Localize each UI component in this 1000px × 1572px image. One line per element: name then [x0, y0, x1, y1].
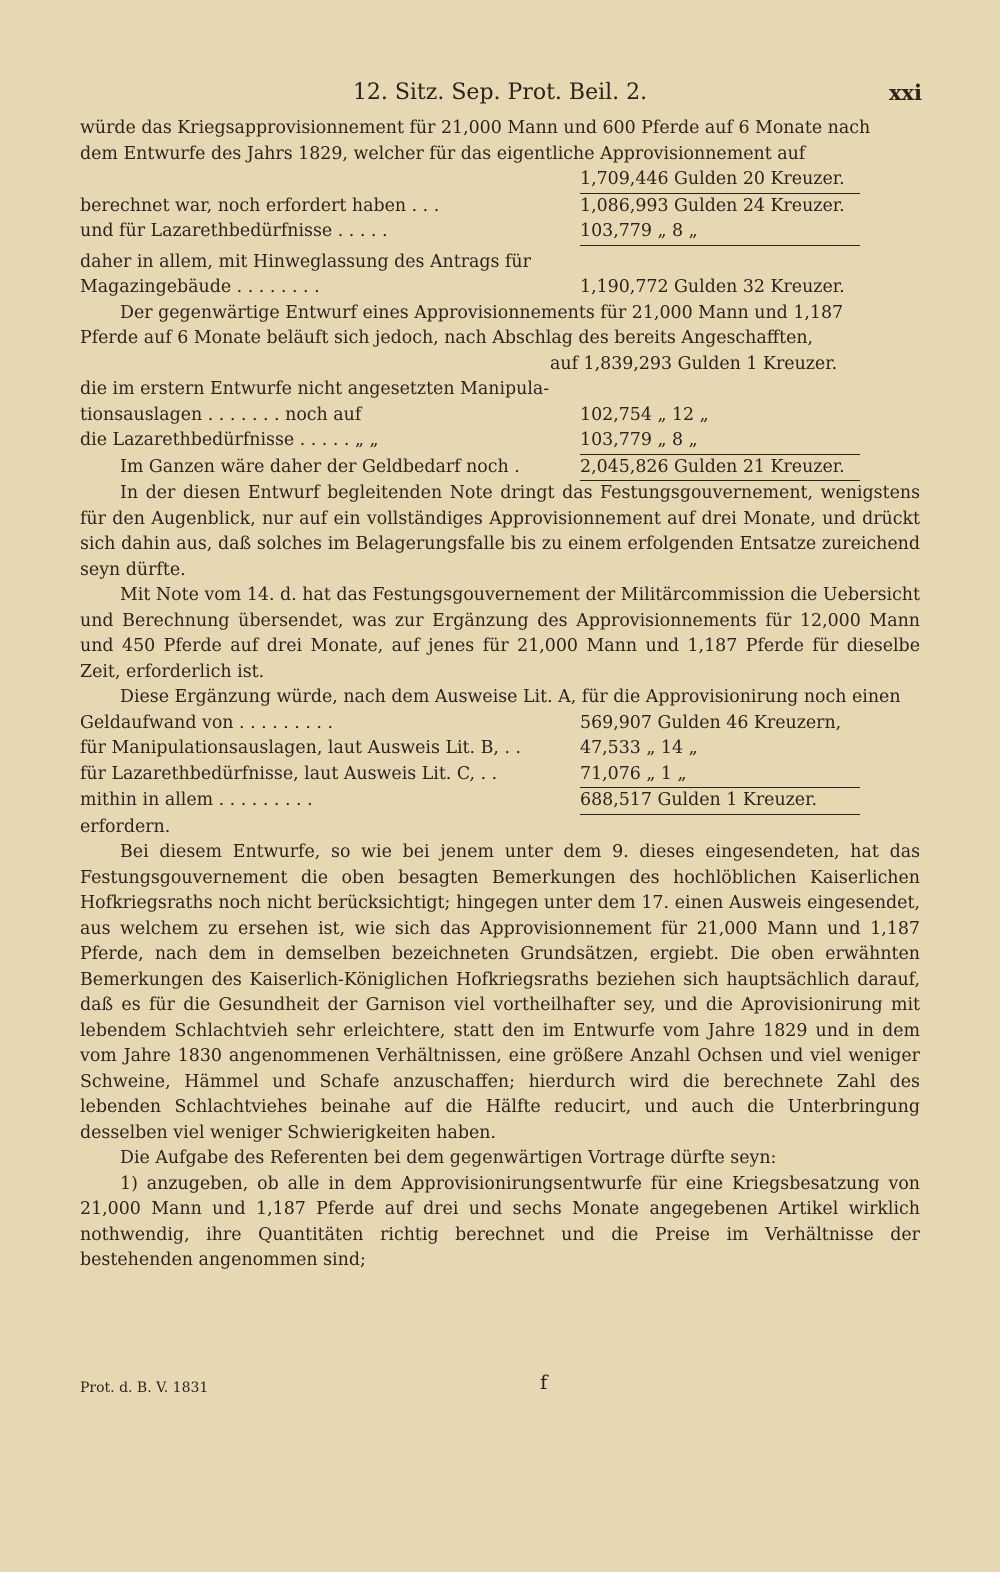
calc-row — [80, 762, 920, 789]
amount: 102,754 „ 12 „ — [580, 404, 709, 425]
amount: 71,076 „ 1 „ — [580, 762, 860, 789]
running-title: 12. Sitz. Sep. Prot. Beil. 2. — [352, 80, 648, 105]
calc-row — [80, 788, 920, 815]
calc-label: tionsauslagen . . . . . . . noch auf — [80, 404, 362, 425]
signature-mark: f — [540, 1370, 548, 1394]
amount: 688,517 Gulden 1 Kreuzer. — [580, 788, 860, 815]
page-number: xxi — [888, 80, 922, 105]
calc-label: Im Ganzen wäre daher der Geldbedarf noch . — [120, 456, 520, 477]
calc-label: die Lazarethbedürfnisse . . . . . „ „ — [80, 430, 379, 450]
calc-row — [80, 711, 920, 737]
text-line: erfordern. — [80, 816, 171, 837]
calc-label: Geldaufwand von . . . . . . . . . — [80, 712, 333, 733]
paragraph-line: Pferde auf 6 Monate beläuft sich jedoch, nach Abschlag des bereits Angeschafften, — [80, 328, 814, 348]
amount: auf 1,839,293 Gulden 1 Kreuzer. — [550, 353, 838, 374]
paragraph: Mit Note vom 14. d. hat das Festungsgouvernement der Militärcommission die Uebersicht und Berechnung übersendet, was zur Ergänzung des Approvisionnements für 12,000 Mann und 450 Pferde auf drei Monate, auf jenes für 21,000 Mann und 1,187 Pferde für dieselbe Zeit, erforderlich ist. — [80, 585, 920, 682]
amount: 1,086,993 Gulden 24 Kreuzer. — [580, 195, 845, 216]
calc-row — [80, 219, 920, 246]
paragraph: 1) anzugeben, ob alle in dem Approvisionirungsentwurfe für eine Kriegsbesatzung von 21,000 Mann und 1,187 Pferde auf drei und sechs Monate angegebenen Artikel wirklich nothwendig, ihre Quantitäten richtig berechnet und die Preise im Verhältnisse der bestehenden angenommen sind; — [80, 1173, 920, 1270]
page-body — [80, 116, 920, 1274]
intro-line: würde das Kriegsapprovisionnement für 21,000 Mann und 600 Pferde auf 6 Monate nach — [80, 118, 871, 138]
paragraph: In der diesen Entwurf begleitenden Note dringt das Festungsgouvernement, wenigstens für den Augenblick, nur auf ein vollständiges Approvisionnement auf drei Monate, und drückt sich dahin aus, daß solches im Belagerungsfalle bis zu einem erfolgenden Entsatze zureichend seyn dürfte. — [80, 483, 920, 580]
amount: 47,533 „ 14 „ — [580, 738, 698, 758]
amount: 1,190,772 Gulden 32 Kreuzer. — [580, 277, 845, 297]
calc-row — [80, 275, 920, 301]
page-header — [0, 80, 1000, 110]
calc-label: Magazingebäude . . . . . . . . — [80, 277, 320, 297]
paragraph: Diese Ergänzung würde, nach dem Ausweise Lit. A, für die Approvisionirung noch einen — [120, 687, 901, 707]
amount: 103,779 „ 8 „ — [580, 428, 860, 455]
total-row — [80, 167, 920, 194]
calc-row — [80, 736, 920, 762]
calc-label: und für Lazarethbedürfnisse . . . . . — [80, 221, 388, 241]
paragraph: Die Aufgabe des Referenten bei dem gegenwärtigen Vortrage dürfte seyn: — [120, 1148, 777, 1168]
calc-label: für Lazarethbedürfnisse, laut Ausweis Lit. C, . . — [80, 763, 498, 784]
amount: 2,045,826 Gulden 21 Kreuzer. — [580, 455, 860, 482]
calc-row — [80, 455, 920, 482]
total-row — [80, 352, 920, 378]
intro-line: dem Entwurfe des Jahrs 1829, welcher für das eigentliche Approvisionnement auf — [80, 143, 806, 164]
page-footer — [80, 1370, 920, 1396]
calc-row — [80, 403, 920, 429]
calc-row — [80, 428, 920, 455]
calc-label: mithin in allem . . . . . . . . . — [80, 790, 313, 810]
text-line: die im erstern Entwurfe nicht angesetzten Manipula- — [80, 379, 550, 399]
calc-label: berechnet war, noch erfordert haben . . . — [80, 195, 440, 216]
calc-label: für Manipulationsauslagen, laut Ausweis Lit. B, . . — [80, 738, 522, 758]
footer-reference: Prot. d. B. V. 1831 — [80, 1380, 209, 1396]
amount: 103,779 „ 8 „ — [580, 219, 860, 246]
amount: 1,709,446 Gulden 20 Kreuzer. — [580, 167, 860, 194]
text-line: daher in allem, mit Hinweglassung des Antrags für — [80, 251, 531, 272]
calc-row — [80, 194, 920, 220]
amount: 569,907 Gulden 46 Kreuzern, — [580, 712, 842, 733]
paragraph: Bei diesem Entwurfe, so wie bei jenem unter dem 9. dieses eingesendeten, hat das Festungsgouvernement die oben besagten Bemerkungen des hochlöblichen Kaiserlichen Hofkriegsraths noch nicht berücksichtigt; hingegen unter dem 17. einen Ausweis eingesendet, aus welchem zu ersehen ist, wie sich das Approvisionnement für 21,000 Mann und 1,187 Pferde, nach dem in demselben bezeichneten Grundsätzen, ergiebt. Die oben erwähnten Bemerkungen des Kaiserlich-Königlichen Hofkriegsraths beziehen sich hauptsächlich darauf, daß es für die Gesundheit der Garnison viel vortheilhafter sey, und die Aprovisionirung mit lebendem Schlachtvieh sehr erleichtere, statt den im Entwurfe vom Jahre 1829 und in dem vom Jahre 1830 angenommenen Verhältnissen, eine größere Anzahl Ochsen und viel weniger Schweine, Hämmel und Schafe anzuschaffen; hierdurch wird die berechnete Zahl des lebenden Schlachtviehes beinahe auf die Hälfte reducirt, und auch die Unterbringung desselben viel weniger Schwierigkeiten haben. — [80, 842, 920, 1143]
paragraph-line: Der gegenwärtige Entwurf eines Approvisionnements für 21,000 Mann und 1,187 — [120, 302, 844, 323]
